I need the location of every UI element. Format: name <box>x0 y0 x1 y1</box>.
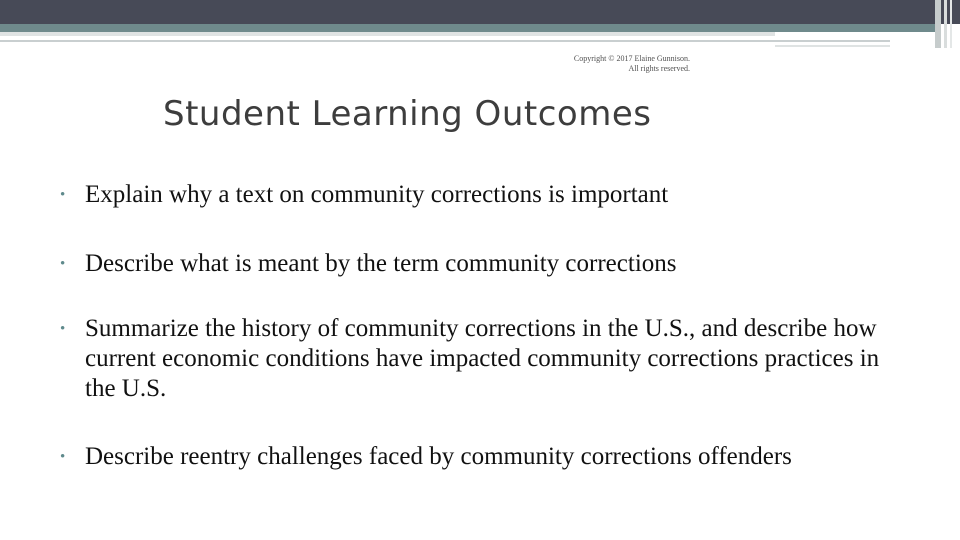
bullet-text: Summarize the history of community corrections in the U.S., and describe how current economic conditions have impacted community corrections practices in the U.S. <box>85 315 880 402</box>
bullet-text: Describe reentry challenges faced by community corrections offenders <box>85 443 792 470</box>
header-band <box>0 0 960 24</box>
header-rule <box>0 32 775 36</box>
bullet-marker: • <box>60 256 66 272</box>
copyright-line: All rights reserved. <box>628 64 690 73</box>
bullet-item <box>58 442 885 472</box>
bullet-marker: • <box>60 449 66 465</box>
bullet-item <box>58 180 668 210</box>
header-vertical-bar <box>935 0 941 48</box>
header-vertical-bar <box>950 0 952 48</box>
header-rule <box>775 45 890 47</box>
bullet-marker: • <box>60 187 66 203</box>
copyright-line: Copyright © 2017 Elaine Gunnison. <box>573 54 690 63</box>
bullet-text: Explain why a text on community corrections is important <box>85 181 669 208</box>
bullet-text: Describe what is meant by the term community corrections <box>85 250 677 277</box>
bullet-item <box>58 314 905 404</box>
header-vertical-bar <box>944 0 947 48</box>
bullet-marker: • <box>60 321 66 337</box>
bullet-item <box>58 249 677 279</box>
slide-title: Student Learning Outcomes <box>163 94 652 134</box>
header-accent-bar <box>0 24 935 32</box>
copyright-notice <box>540 54 690 74</box>
header-rule <box>0 40 890 42</box>
